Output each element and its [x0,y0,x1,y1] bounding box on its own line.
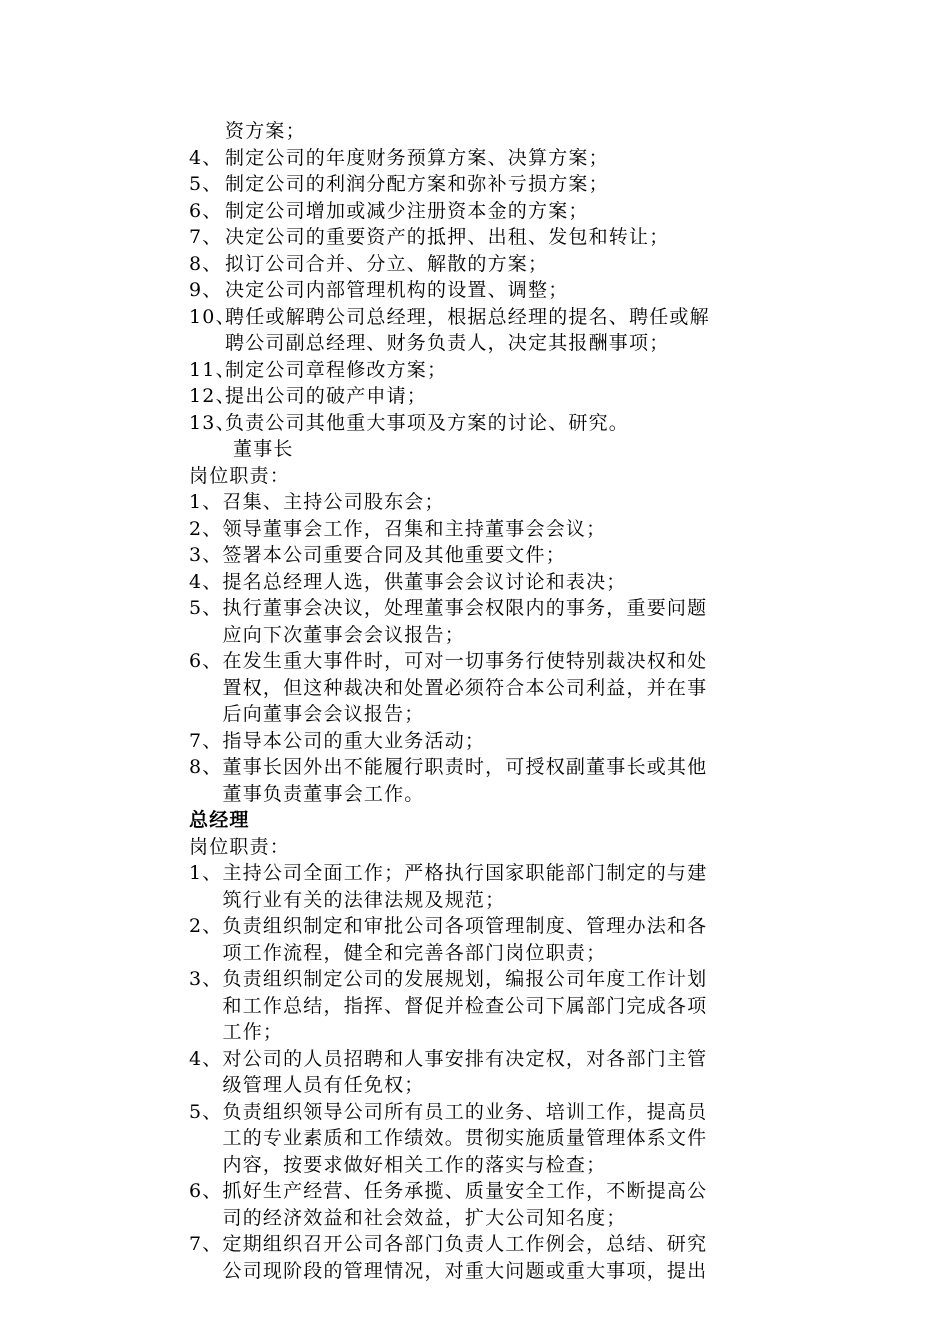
item-text [225,410,779,437]
list-item [189,966,779,1046]
item-text-line: 签署本公司重要合同及其他重要文件； [222,544,566,566]
list-item [189,595,779,648]
list-item [189,1099,779,1179]
item-text [225,383,779,410]
item-text-line: 应向下次董事会会议报告； [222,623,465,646]
item-text [225,357,779,384]
list-item [189,277,779,304]
item-number: 6、 [189,199,223,222]
item-text [223,595,780,648]
item-text-line: 提名总经理人选，供董事会会议讨论和表决； [222,570,627,593]
item-text [223,1046,780,1099]
general-manager-duties-label: 岗位职责： [189,835,291,858]
list-item [189,860,779,913]
item-number: 11、 [189,358,236,381]
item-text-line: 负责公司其他重大事项及方案的讨论、研究。 [225,411,630,434]
list-item [189,542,779,569]
item-text-line: 公司现阶段的管理情况，对重大问题或重大事项，提出 [222,1259,708,1282]
item-number: 3、 [189,968,223,990]
list-item [189,383,779,410]
list-item [189,224,779,251]
item-number: 5、 [189,173,223,195]
general-manager-duties-list [189,860,779,1284]
item-text-line: 主持公司全面工作；严格执行国家职能部门制定的与建 [222,862,708,884]
item-text-line: 置权，但这种裁决和处置必须符合本公司利益，并在事 [222,676,708,699]
chairman-duties-list [189,489,779,807]
item-text-line: 制定公司的利润分配方案和弥补亏损方案； [225,173,609,195]
item-number: 6、 [189,1180,223,1202]
item-text [223,516,780,543]
chairman-title: 董事长 [233,438,294,460]
item-text [223,913,780,966]
item-text-line: 制定公司的年度财务预算方案、决算方案； [225,146,609,169]
item-number: 2、 [189,517,223,540]
item-number: 8、 [189,756,223,778]
item-text-line: 制定公司增加或减少注册资本金的方案； [225,199,589,222]
item-text-line: 内容，按要求做好相关工作的落实与检查； [222,1153,607,1176]
item-text [225,277,779,304]
list-item [189,251,779,278]
item-number: 8、 [189,252,223,275]
item-text-line: 制定公司章程修改方案； [225,358,448,381]
list-item [189,198,779,225]
item-text-line: 执行董事会决议，处理董事会权限内的事务，重要问题 [222,597,708,619]
item-text [223,966,780,1046]
list-item [189,1046,779,1099]
item-text [223,754,780,807]
list-item [189,489,779,516]
item-number: 10、 [189,305,236,328]
item-text [223,1231,780,1284]
item-text [225,304,779,357]
list-item [189,1178,779,1231]
list-item [189,728,779,755]
list-item [189,145,779,172]
item-number: 7、 [189,226,223,248]
item-text [225,171,779,198]
item-text [225,251,779,278]
item-text-line: 工作； [222,1021,284,1043]
item-text-line: 指导本公司的重大业务活动； [222,729,486,752]
item-text [223,728,780,755]
item-number: 9、 [189,279,223,301]
item-text [223,1178,780,1231]
item-number: 12、 [189,385,236,407]
list-item [189,171,779,198]
list-item [189,754,779,807]
item-text-line: 决定公司内部管理机构的设置、调整； [225,279,569,301]
item-text-line: 和工作总结，指挥、督促并检查公司下属部门完成各项 [222,994,708,1017]
list-item [189,410,779,437]
document-body [189,118,779,1284]
list-item [189,304,779,357]
item-text-line: 提出公司的破产申请； [225,385,428,407]
list-item [189,648,779,728]
item-text [223,569,780,596]
item-number: 7、 [189,729,223,752]
item-number: 4、 [189,570,223,593]
item-text-line: 负责组织制定公司的发展规划，编报公司年度工作计划 [222,968,708,990]
item-text-line: 项工作流程，健全和完善各部门岗位职责； [222,941,607,964]
item-text-line: 董事长因外出不能履行职责时，可授权副董事长或其他 [222,756,708,778]
item-text-line: 抓好生产经营、任务承揽、质量安全工作，不断提高公 [222,1180,708,1202]
list-item [189,569,779,596]
item-text [223,860,780,913]
item-text [223,489,780,516]
item-text-line: 决定公司的重要资产的抵押、出租、发包和转让； [225,226,670,248]
item-text-line: 董事负责董事会工作。 [222,782,425,805]
chairman-duties-label: 岗位职责： [189,464,291,487]
item-text [225,145,779,172]
continued-line: 资方案； [225,120,306,142]
item-text-line: 在发生重大事件时，可对一切事务行使特别裁决权和处 [222,650,708,672]
item-text [225,198,779,225]
item-text-line: 聘公司副总经理、财务负责人，决定其报酬事项； [225,332,670,354]
item-text-line: 对公司的人员招聘和人事安排有决定权，对各部门主管 [222,1047,708,1070]
item-number: 7、 [189,1233,223,1255]
item-text-line: 领导董事会工作，召集和主持董事会会议； [222,517,607,540]
item-number: 13、 [189,411,236,434]
item-text [223,542,780,569]
item-text-line: 定期组织召开公司各部门负责人工作例会，总结、研究 [222,1233,708,1255]
list-item [189,913,779,966]
item-number: 1、 [189,491,223,513]
item-number: 4、 [189,1047,223,1070]
item-text-line: 召集、主持公司股东会； [222,491,445,513]
item-text-line: 拟订公司合并、分立、解散的方案； [225,252,549,275]
item-text-line: 后向董事会会议报告； [222,703,425,725]
item-text [225,224,779,251]
board-duties-list [189,145,779,437]
item-text-line: 司的经济效益和社会效益，扩大公司知名度； [222,1206,627,1229]
item-number: 6、 [189,650,223,672]
item-text-line: 级管理人员有任免权； [222,1074,425,1096]
item-text-line: 筑行业有关的法律法规及规范； [222,888,506,911]
list-item [189,1231,779,1284]
item-number: 1、 [189,862,223,884]
list-item [189,357,779,384]
item-text-line: 工的专业素质和工作绩效。贯彻实施质量管理体系文件 [222,1127,708,1149]
item-text-line: 负责组织制定和审批公司各项管理制度、管理办法和各 [222,915,708,937]
item-number: 2、 [189,915,223,937]
item-number: 4、 [189,146,223,169]
item-number: 3、 [189,544,223,566]
item-number: 5、 [189,1100,223,1123]
general-manager-title: 总经理 [189,809,250,831]
list-item [189,516,779,543]
item-text-line: 负责组织领导公司所有员工的业务、培训工作，提高员 [222,1100,708,1123]
item-number: 5、 [189,597,223,619]
item-text [223,648,780,728]
item-text-line: 聘任或解聘公司总经理，根据总经理的提名、聘任或解 [225,305,710,328]
item-text [223,1099,780,1179]
